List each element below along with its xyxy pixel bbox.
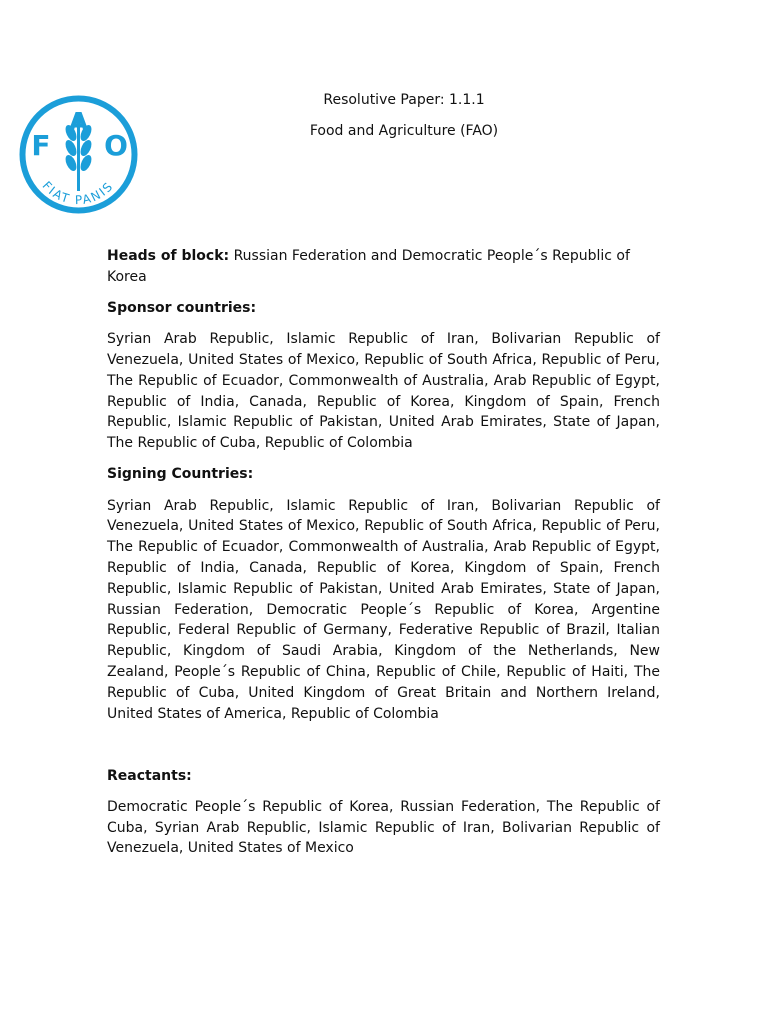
logo-letter-o: O — [104, 129, 128, 162]
heads-of-block — [107, 246, 660, 288]
sponsor-label: Sponsor countries: — [107, 299, 257, 316]
reactants-list: Democratic People´s Republic of Korea, Russian Federation, The Republic of Cuba, Syrian Arab Republic, Islamic Republic of Iran, Bolivarian Republic of Venezuela, United States of Mexico — [107, 798, 660, 857]
heads-of-block-text: Russian Federation and Democratic People´s Republic of Korea — [107, 248, 630, 285]
committee-name: Food and Agriculture (FAO) — [309, 123, 499, 139]
sponsor-list: Syrian Arab Republic, Islamic Republic of Iran, Bolivarian Republic of Venezuela, United States of Mexico, Republic of South Africa, Republic of Peru, The Republic of Ecuador, Commonwealth of Australia, Arab Republic of Egypt, Republic of India, Canada, Republic of Korea, Kingdom of Spain, French Republic, Islamic Republic of Pakistan, United Arab Emirates, State of Japan, The Republic of Cuba, Republic of Colombia — [107, 331, 660, 452]
heads-of-block-label: Heads of block: — [107, 248, 230, 264]
logo-letter-a: A — [68, 108, 89, 138]
logo-motto: FIAT PANIS — [39, 178, 117, 208]
signing-label: Signing Countries: — [107, 466, 254, 483]
spacer — [107, 735, 660, 766]
fao-logo — [19, 93, 138, 216]
reactants-label: Reactants: — [107, 767, 192, 784]
logo-letter-f: F — [31, 129, 51, 162]
signing-list: Syrian Arab Republic, Islamic Republic of Iran, Bolivarian Republic of Venezuela, United States of Mexico, Republic of South Africa, Republic of Peru, The Republic of Ecuador, Commonwealth of Australia, Arab Republic of Egypt, Republic of India, Canada, Republic of Korea, Kingdom of Spain, French Republic, Islamic Republic of Pakistan, United Arab Emirates, State of Japan, Russian Federation, Democratic People´s Republic of Korea, Argentine Republic, Federal Republic of Germany, Federative Republic of Brazil, Italian Republic, Kingdom of Saudi Arabia, Kingdom of the Netherlands, New Zealand, People´s Republic of China, Republic of Chile, Republic of Haiti, The Republic of Cuba, United Kingdom of Great Britain and Northern Ireland, United States of America, Republic of Colombia — [107, 497, 660, 722]
resolution-body — [107, 246, 660, 870]
paper-number: Resolutive Paper: 1.1.1 — [323, 92, 485, 108]
